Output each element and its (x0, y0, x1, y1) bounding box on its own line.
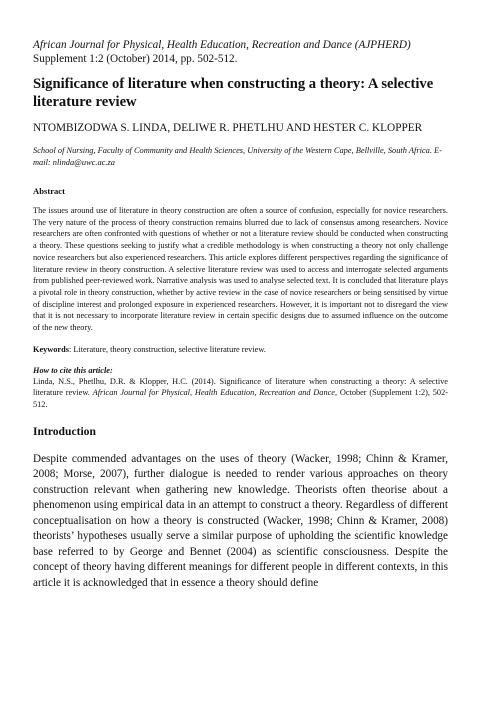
journal-header (33, 38, 448, 66)
citation-issue: , October (Supplement 1:2), 502-512. (33, 388, 448, 410)
keywords-text: : Literature, theory construction, selective literature review. (68, 344, 266, 354)
abstract-text: The issues around use of literature in theory construction are often a source of confusion, especially for novice researchers. The very nature of the process of theory construction remains blurred due to lack of consensus among researchers. Novice researchers are often confronted with questions of whether or not a literature review should be conducted when constructing a theory. These questions seeking to justify what a credible methodology is when constructing a theory not only challenge novice researchers but also experienced researchers. This article explores different perspectives regarding the significance of literature review in theory construction. A selective literature review was used to access and interrogate selected arguments from published peer-reviewed work. Narrative analysis was used to analyse selected text. It is concluded that literature plays a pivotal role in theory construction, whether by active review in the case of novice researchers or being sensitised by virtue of discipline interest and prolonged exposure in experienced researchers. However, it is important not to disregard the view that it is not necessary to incorporate literature review in certain specific designs due to assumed influence on the outcome of the new theory. (33, 206, 448, 333)
citation-authors: Linda, N.S., Phetlhu, D.R. & Klopper, H.C. (2014). Significance of literature when constructing a theory: A selective literature review. (33, 376, 448, 398)
citation-journal: African Journal for Physical, Health Education, Recreation and Dance (92, 388, 335, 398)
introduction-heading: Introduction (33, 424, 96, 438)
article-page (33, 38, 448, 591)
citation (33, 376, 448, 411)
cite-heading: How to cite this article: (33, 365, 113, 375)
keywords-label: Keywords (33, 344, 69, 354)
journal-name: African Journal for Physical, Health Education, Recreation and Dance (AJPHERD) (33, 39, 411, 51)
authors: NTOMBIZODWA S. LINDA, DELIWE R. PHETLHU AND HESTER C. KLOPPER (33, 122, 423, 134)
keywords (33, 344, 448, 355)
article-title: Significance of literature when constructing a theory: A selective literature review (33, 76, 434, 110)
introduction-text: Despite commended advantages on the uses of theory (Wacker, 1998; Chinn & Kramer, 2008; Morse, 2007), further dialogue is needed to render various approaches on theory construction relevant when gathering new knowledge. Theorists often theorise about a phenomenon using empirical data in an attempt to construct a theory. Regardless of different conceptualisation on how a theory is constructed (Wacker, 1998; Chinn & Kramer, 2008) theorists’ hypotheses usually serve a similar purpose of upholding the scientific knowledge base referred to by George and Bennet (2004) as scientific consciousness. Despite the concept of theory having different meanings for different people in different contexts, in this article it is acknowledged that in essence a theory should define (33, 452, 448, 589)
affiliation: School of Nursing, Faculty of Community and Health Sciences, University of the Western Cape, Bellville, South Africa. E-mail: nlinda@uwc.ac.za (33, 146, 442, 167)
journal-issue: Supplement 1:2 (October) 2014, pp. 502-512. (33, 53, 238, 65)
abstract-heading: Abstract (33, 186, 65, 196)
